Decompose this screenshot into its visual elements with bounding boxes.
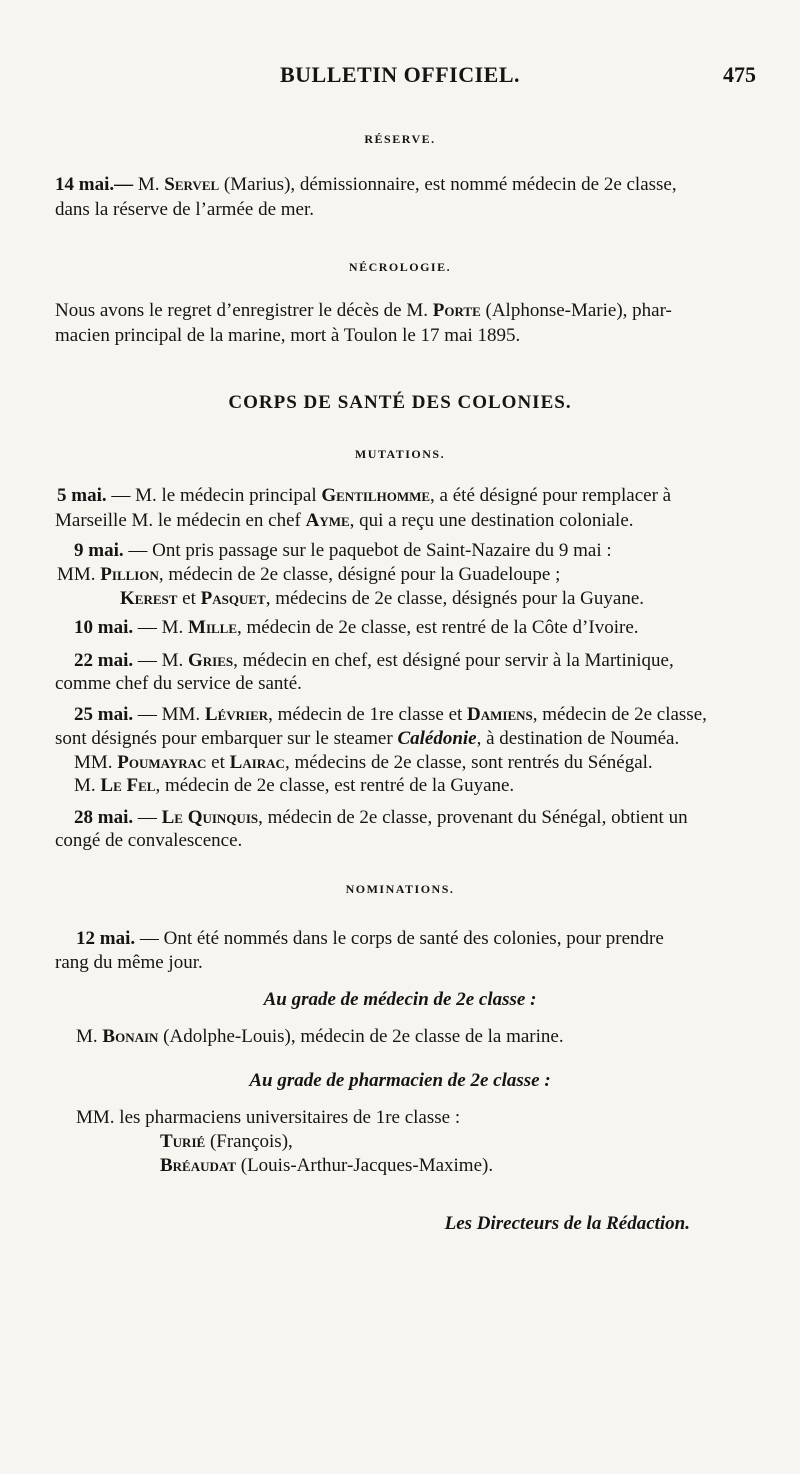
section-heading-reserve: RÉSERVE.	[364, 132, 436, 146]
mutation-9mai-line-3: Kerest et Pasquet, médecins de 2e classe, désignés pour la Guyane.	[120, 588, 645, 609]
mutation-25mai-line-2: sont désignés pour embarquer sur le steamer Calédonie, à destination de Nouméa.	[55, 728, 680, 749]
reserve-line-2: dans la réserve de l’armée de mer.	[55, 199, 315, 220]
section-heading-necrologie: NÉCROLOGIE.	[348, 260, 452, 274]
mutation-22mai-line-2: comme chef du service de santé.	[55, 673, 302, 694]
grade-heading-medecin: Au grade de médecin de 2e classe :	[263, 989, 537, 1010]
mutation-5mai-line-2: Marseille M. le médecin en chef Ayme, qui a reçu une destination coloniale.	[55, 510, 634, 531]
entry-date: 14 mai.—	[55, 174, 138, 195]
mutation-25mai-line-3: MM. Poumayrac et Lairac, médecins de 2e classe, sont rentrés du Sénégal.	[74, 752, 653, 773]
running-title: BULLETIN OFFICIEL.	[279, 62, 521, 87]
main-heading-corps-sante: CORPS DE SANTÉ DES COLONIES.	[228, 392, 572, 413]
page-number: 475	[723, 62, 756, 87]
person-name: Bonain	[102, 1026, 159, 1047]
mutation-25mai-line-4: M. Le Fel, médecin de 2e classe, est rentré de la Guyane.	[74, 775, 515, 796]
person-name: Poumayrac	[117, 752, 207, 773]
person-name: Lévrier	[204, 704, 269, 725]
mutation-25mai-line-1: 25 mai. — MM. Lévrier, médecin de 1re classe et Damiens, médecin de 2e classe,	[74, 704, 707, 725]
mutation-9mai-line-2: MM. Pillion, médecin de 2e classe, désigné pour la Guadeloupe ;	[57, 564, 561, 585]
entry-date: 28 mai.	[74, 807, 134, 828]
person-name: Damiens	[467, 704, 533, 725]
mutation-5mai-line-1: 5 mai. — M. le médecin principal Gentilhomme, a été désigné pour remplacer à	[57, 485, 672, 506]
grade-medecin-entry: M. Bonain (Adolphe-Louis), médecin de 2e classe de la marine.	[76, 1026, 564, 1047]
reserve-line-1: 14 mai.— M. Servel (Marius), démissionnaire, est nommé médecin de 2e classe,	[55, 174, 677, 195]
grade-heading-pharmacien: Au grade de pharmacien de 2e classe :	[249, 1070, 551, 1091]
nominations-line-1: 12 mai. — Ont été nommés dans le corps de santé des colonies, pour prendre	[76, 928, 664, 949]
necrologie-line-2: macien principal de la marine, mort à Toulon le 17 mai 1895.	[55, 325, 521, 346]
entry-date: 22 mai.	[74, 650, 134, 671]
person-name: Le Quinquis	[161, 807, 259, 828]
entry-date: 25 mai.	[74, 704, 134, 725]
person-name: Mille	[188, 617, 238, 638]
entry-date: 9 mai.	[74, 540, 124, 561]
ship-name: Calédonie	[397, 728, 477, 749]
entry-date: 12 mai.	[76, 928, 136, 949]
person-name: Pasquet	[200, 588, 266, 609]
entry-date: 10 mai.	[74, 617, 134, 638]
grade-pharmacien-line-2: Turié (François),	[160, 1131, 293, 1152]
section-heading-nominations: NOMINATIONS.	[345, 882, 455, 896]
person-name: Le Fel	[100, 775, 156, 796]
person-name: Ayme	[305, 510, 350, 531]
entry-date: 5 mai.	[57, 485, 107, 506]
mutation-9mai-line-1: 9 mai. — Ont pris passage sur le paquebot de Saint-Nazaire du 9 mai :	[74, 540, 612, 561]
signature: Les Directeurs de la Rédaction.	[444, 1213, 690, 1234]
person-name: Turié	[160, 1131, 206, 1152]
grade-pharmacien-line-3: Bréaudat (Louis-Arthur-Jacques-Maxime).	[160, 1155, 494, 1176]
person-name: Bréaudat	[160, 1155, 236, 1176]
mutation-10mai-line: 10 mai. — M. Mille, médecin de 2e classe, est rentré de la Côte d’Ivoire.	[74, 617, 639, 638]
person-name: Gries	[188, 650, 234, 671]
person-name: Gentilhomme	[321, 485, 431, 506]
necrologie-line-1: Nous avons le regret d’enregistrer le décès de M. Porte (Alphonse-Marie), phar-	[55, 300, 672, 321]
person-name: Servel	[164, 174, 220, 195]
person-name: Pillion	[100, 564, 159, 585]
person-name: Lairac	[229, 752, 285, 773]
nominations-line-2: rang du même jour.	[55, 952, 203, 973]
page-header	[0, 62, 800, 92]
section-heading-mutations: MUTATIONS.	[354, 447, 446, 461]
person-name: Porte	[432, 300, 481, 321]
mutation-22mai-line-1: 22 mai. — M. Gries, médecin en chef, est désigné pour servir à la Martinique,	[74, 650, 674, 671]
grade-pharmacien-line-1: MM. les pharmaciens universitaires de 1re classe :	[76, 1107, 461, 1128]
mutation-28mai-line-1: 28 mai. — Le Quinquis, médecin de 2e classe, provenant du Sénégal, obtient un	[74, 807, 688, 828]
person-name: Kerest	[120, 588, 178, 609]
mutation-28mai-line-2: congé de convalescence.	[55, 830, 243, 851]
